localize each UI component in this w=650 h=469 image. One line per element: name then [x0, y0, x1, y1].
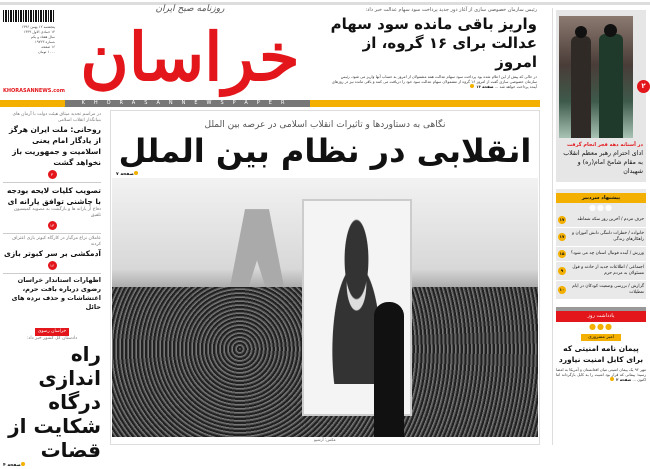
pick-item[interactable]	[556, 281, 646, 300]
dots-separator: ●●●	[589, 203, 613, 212]
page-number-badge: ۱۷	[559, 234, 565, 239]
page-number-badge: ۹	[558, 267, 566, 275]
info-line: ۱۶ صفحه	[41, 45, 55, 49]
revolution-crowd-photo	[112, 178, 538, 437]
photo-story-box	[556, 10, 646, 182]
pick-item[interactable]	[556, 228, 646, 247]
editor-picks	[556, 189, 646, 300]
page-number-badge: ۱۳	[48, 221, 57, 230]
news-kicker: در مراسم تجدید میثاق هیئت دولت با آرمان های بنیانگذار انقلاب اسلامی	[12, 112, 101, 123]
news-subtitle: دفاع از یارانه ها و بازگشت به مصوبه کمیسیون تلفیق	[13, 207, 101, 218]
leader-photo	[559, 16, 633, 138]
logo-subtitle: روزنامه صبح ایران	[155, 4, 225, 14]
standing-person	[374, 302, 404, 437]
news-item[interactable]	[3, 234, 101, 274]
news-headline: اظهارات استاندار خراسان رضوی درباره بافت حرم، اغتشاشات و حذف نرده های حائل	[11, 276, 101, 311]
right-column-content	[556, 10, 646, 382]
page-badge[interactable]: ۲	[637, 80, 650, 93]
issue-info	[3, 10, 55, 55]
info-line: سال هفتاد و یکم	[30, 35, 55, 39]
lead-left-headline[interactable]: راه اندازی درگاه شکایت از قضات	[8, 342, 101, 462]
news-headline: آدمکشی بر سر کبوتر بازی	[3, 249, 101, 258]
page-ref[interactable]: صفحه ۱۴	[470, 84, 493, 89]
pick-item[interactable]	[556, 247, 646, 262]
page-ref[interactable]: صفحه ۴	[3, 462, 101, 469]
pick-item[interactable]	[556, 213, 646, 228]
top-story-body	[330, 74, 537, 89]
editorial-body	[556, 367, 646, 382]
pick-text: گزارش / بررسی وضعیت کودکان در ایام تعطیلات	[572, 284, 644, 295]
pick-text: حرف مردم / آخرین روز سکه شماطه	[577, 217, 644, 222]
newspaper-logo: خراسان	[80, 18, 300, 96]
pick-text: اجتماعی / اطلاعات جدید از حادثه و قول مسئولان به مردم حرم	[572, 265, 644, 276]
pick-text: ورزش / آینده فوتبال استان چه می شود؟	[570, 251, 644, 256]
page-number-badge: ۱۷	[559, 217, 565, 222]
barcode	[3, 10, 55, 22]
masthead-band-text: KHORASANNEWSPAPER	[65, 100, 310, 107]
news-item[interactable]	[3, 110, 101, 183]
website-link[interactable]: KHORASANNEWS.com	[3, 88, 65, 94]
editorial-author: امیر مسروری	[581, 334, 621, 341]
pick-item[interactable]	[556, 262, 646, 281]
dots-separator: ●●●	[589, 322, 613, 331]
page-ref[interactable]: صفحه ۲	[610, 377, 631, 382]
news-headline: تصویب کلیات لایحه بودجه با چاشنی توافق یارانه ای	[6, 186, 101, 206]
left-column	[3, 110, 101, 469]
editor-picks-title: پیشنهاد سردبیر	[556, 193, 646, 203]
news-item[interactable]	[3, 183, 101, 234]
editorial-section-title: یادداشت روز	[556, 311, 646, 322]
news-kicker: عاملان نزاع مرگبار در کارگاه کبوتر بازی اعتراف کردند	[11, 236, 101, 247]
info-line: ۱۴ جمادی الاول ۱۴۳۹	[23, 30, 55, 34]
pick-text: خانواده / خطرات دلتنگی دانش آموزان و راهکارهای زندگی	[572, 231, 644, 242]
page-number-badge: ۱۶	[48, 261, 57, 270]
main-story	[110, 110, 540, 445]
editorial-text: مهر ۹۲ یک پیمان امنیتی میان افغانستان و آمریکا به امضا رسید؛ پیمانی که قرار بود امنیت را به کابل بازگرداند اما اکنون ...	[556, 367, 646, 382]
editorial-headline[interactable]: پیمان نامه امنیتی که برای کابل امنیت نیاورد	[558, 344, 644, 364]
info-line: پنجشنبه ۱۲ بهمن ۱۳۹۶	[21, 25, 55, 29]
page-number-badge: ۱۰	[559, 287, 565, 292]
news-item[interactable]	[3, 274, 101, 315]
top-story-headline[interactable]: واریز باقی مانده سود سهام عدالت برای ۱۶ گروه، از امروز	[330, 15, 537, 71]
main-story-headline[interactable]: انقلابی در نظام بین الملل	[118, 132, 532, 170]
news-headline: روحانی: ملت ایران هرگز از یادگار امام یعنی اسلامیت و جمهوریت باز نخواهد گشت	[9, 125, 101, 167]
page-number-badge: ۱۵	[559, 251, 565, 256]
page-ref[interactable]: صفحه ۷	[112, 171, 538, 178]
photo-story-caption[interactable]: ادای احترام رهبر معظم انقلاب به مقام شامخ امام(ره) و شهیدان	[563, 150, 643, 175]
editorial	[556, 307, 646, 382]
section-tag: خراسان رضوی	[35, 328, 69, 336]
photo-story-kicker: در آستانه دهه فجر انجام گرفت	[567, 142, 643, 148]
main-story-kicker: نگاهی به دستاوردها و تاثیرات انقلاب اسلامی در عرصه بین الملل	[204, 120, 446, 130]
news-kicker: دادستان کل کشور خبر داد:	[26, 336, 78, 341]
top-story	[330, 7, 537, 99]
top-story-text: در حالی که پیش از این اعلام شده بود پرداخت سود سهام عدالت همه مشمولان از امروز به حساب آنها واریز می شود، رئیس سازمان خصوصی سازی گفت از امروز ۱۶ گروه از مشمولان سهام عدالت سود خود را دریافت می کنند و باقی مانده نیز در روزهای آینده پرداخت خواهد شد ...	[331, 74, 537, 89]
top-story-kicker: رئیس سازمان خصوصی سازی از آغاز دور جدید پرداخت سود سهام عدالت خبر داد:	[365, 7, 537, 13]
info-line: شماره ۱۹۷۲۳	[34, 40, 55, 44]
info-line: ۱۰۰۰ تومان	[38, 50, 55, 54]
page-number-badge: ۳	[48, 170, 57, 179]
photo-credit: عکس: آرشیو	[314, 437, 336, 442]
